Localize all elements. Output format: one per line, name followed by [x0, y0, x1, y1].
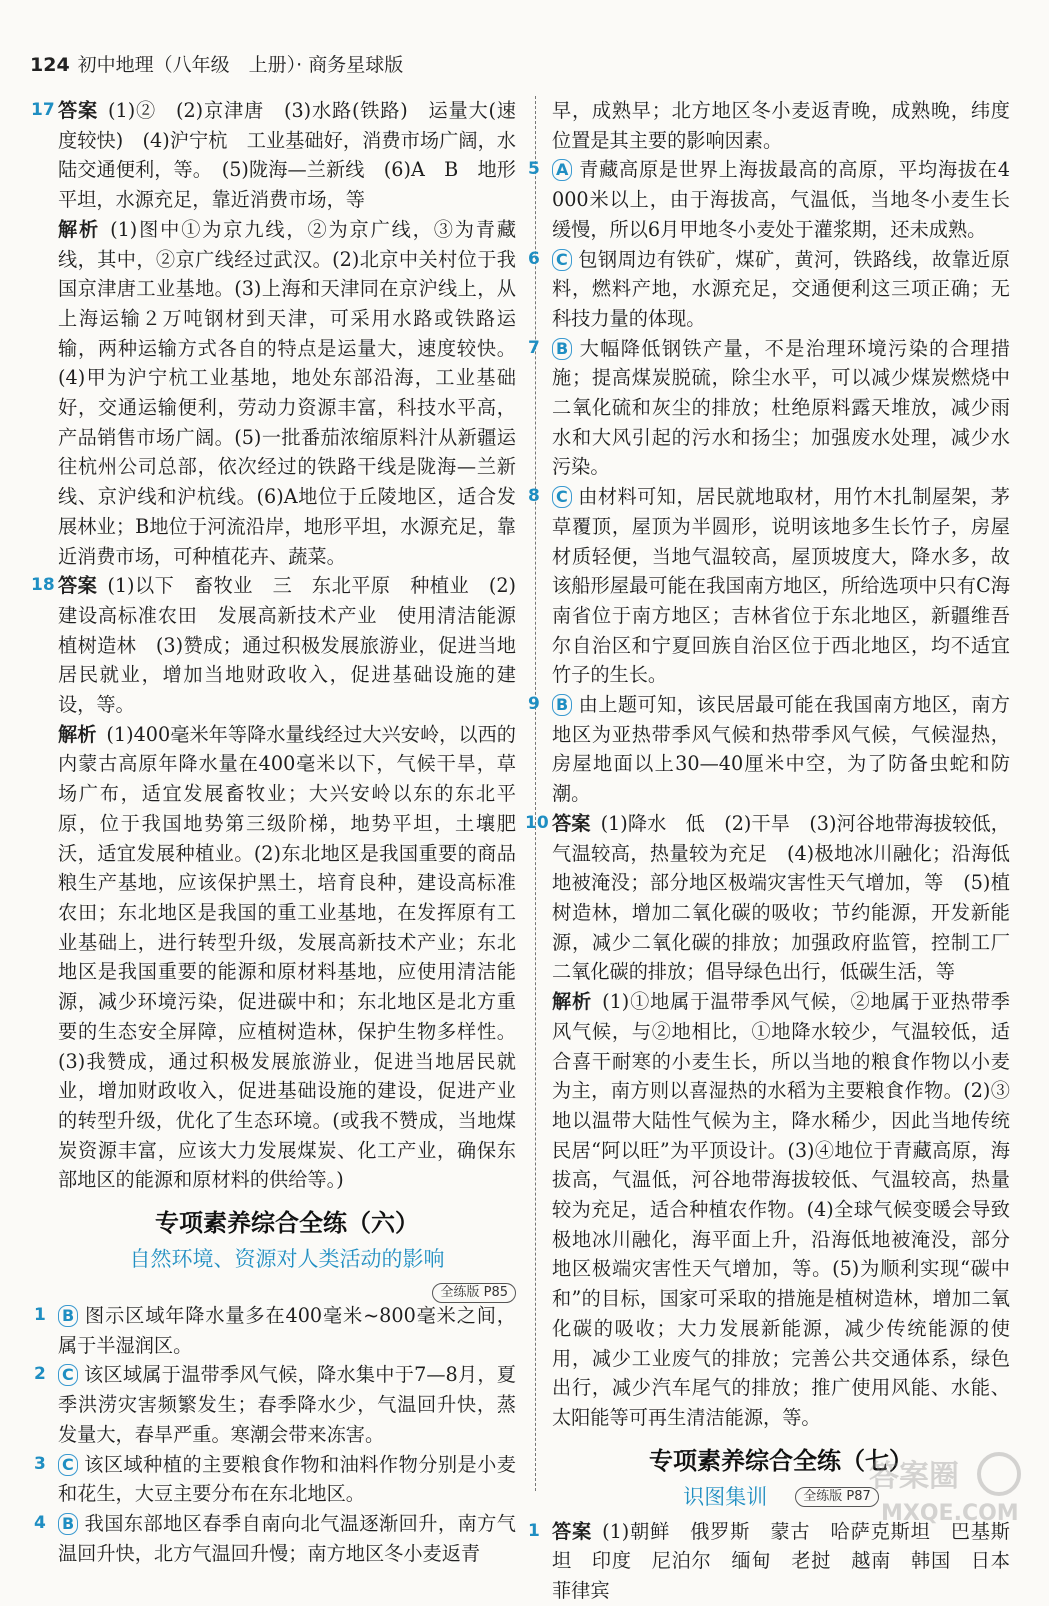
- section-title: 专项素养综合全练（六）: [155, 1209, 419, 1238]
- choice-badge: B: [58, 1513, 78, 1535]
- question-number: 18: [31, 575, 55, 596]
- choice-badge: C: [58, 1364, 78, 1386]
- left-column: [31, 96, 536, 1568]
- watermark-line2: MXQE.COM: [881, 1501, 1019, 1526]
- section-subtitle: 自然环境、资源对人类活动的影响: [129, 1247, 445, 1272]
- page-ref-tag: 全练版 P87: [795, 1487, 879, 1507]
- choice-badge: B: [552, 338, 572, 360]
- section-subtitle: 识图集训: [683, 1484, 768, 1509]
- analysis-block: [552, 987, 1010, 1433]
- s6-question-5: [528, 155, 1010, 244]
- page-number: 124: [30, 54, 70, 76]
- choice-badge: C: [552, 249, 572, 271]
- s6-question-4-continued: [552, 96, 1010, 155]
- s6-question-1: [34, 1301, 516, 1360]
- answer-text: (1)以下 畜牧业 三 东北平原 种植业 (2)建设高标准农田 发展高新技术产业 使用清洁能源 植树造林 (3)赞成；通过积极发展旅游业，促进当地居民就业，增加当地财政收入，促进基础设施的建设，等。: [58, 574, 536, 717]
- question-number: 1: [528, 1520, 540, 1541]
- answer-block: [552, 809, 1010, 987]
- question-text: 图示区域年降水量多在400毫米~800毫米之间，属于半湿润区。: [58, 1304, 516, 1357]
- right-column: [525, 96, 1030, 1606]
- book-title: 初中地理（八年级 上册）· 商务星球版: [77, 54, 404, 76]
- answer-label: 答案: [58, 574, 98, 598]
- question-number: 2: [34, 1364, 46, 1385]
- s6-question-9: [528, 690, 1010, 809]
- answer-block: [58, 571, 536, 720]
- question-number: 9: [528, 694, 540, 715]
- analysis-text: (1)图中①为京九线，②为京广线，③为青藏线，其中，②京广线经过武汉。(2)北京中关村位于我国京津唐工业基地。(3)上海和天津同在京沪线上，从上海运输２万吨钢材到天津，可采用水路或铁路运输，两种运输方式各自的特点是运量大，速度较快。(4)甲为沪宁杭工业基地，地处东部沿海，工业基础好，交通运输便利，劳动力资源丰富，科技水平高，产品销售市场广阔。(5)一批番茄浓缩原料汁从新疆运往杭州公司总部，依次经过的铁路干线是陇海—兰新线、京沪线和沪杭线。(6)A地位于丘陵地区，适合发展林业；B地位于河流沿岸，地形平坦，水源充足，靠近消费市场，可种植花卉、蔬菜。: [58, 217, 517, 568]
- analysis-block: [58, 215, 516, 571]
- answer-block: [58, 96, 516, 215]
- analysis-label: 解析: [58, 722, 97, 746]
- analysis-block: [58, 720, 516, 1195]
- question-number: 6: [528, 248, 540, 269]
- answer-label: 答案: [552, 811, 591, 835]
- s6-question-7: [528, 334, 1010, 483]
- page-header: [30, 50, 403, 77]
- answer-text: (1)② (2)京津唐 (3)水路(铁路) 运量大(速度较快) (4)沪宁杭 工业基础好，消费市场广阔，水陆交通便利，等。 (5)陇海—兰新线 (6)A B 地形平坦，水源充足，靠近消费市场，等: [58, 99, 516, 212]
- choice-badge: C: [552, 486, 572, 508]
- section-title: 专项素养综合全练（七）: [649, 1446, 913, 1475]
- watermark-logo-icon: [861, 1448, 1031, 1528]
- question-text: 早，成熟早；北方地区冬小麦返青晚，成熟晚，纬度位置是其主要的影响因素。: [552, 99, 1010, 152]
- question-text: 由上题可知，该民居最可能在我国南方地区，南方地区为亚热带季风气候和热带季风气候，气候湿热，房屋地面以上30—40厘米中空，为了防备虫蛇和防潮。: [552, 693, 1010, 806]
- question-17: [31, 96, 517, 571]
- s7-question-1: [528, 1517, 1030, 1606]
- answer-label: 答案: [58, 99, 98, 122]
- choice-badge: A: [552, 159, 572, 181]
- watermark: [861, 1448, 1031, 1528]
- s6-question-2: [34, 1360, 516, 1449]
- question-text: 该区域属于温带季风气候，降水集中于7—8月，夏季洪涝灾害频繁发生；春季降水少，气温回升快，蒸发量大，春旱严重。寒潮会带来冻害。: [58, 1363, 516, 1446]
- question-number: 5: [528, 159, 540, 180]
- question-text: 包钢周边有铁矿，煤矿，黄河，铁路线，故靠近原料，燃料产地，水源充足，交通便利这三项正确；无科技力量的体现。: [552, 247, 1010, 330]
- answer-label: 答案: [552, 1519, 593, 1543]
- s6-question-8: [528, 482, 1010, 690]
- question-number: 17: [31, 100, 55, 120]
- analysis-text: (1)①地属于温带季风气候，②地属于亚热带季风气候，与②地相比，①地降水较少，气温较低，适合喜干耐寒的小麦生长，所以当地的粮食作物以小麦为主，南方则以喜湿热的水稻为主要粮食作物。(2)③地以温带大陆性气候为主，降水稀少，因此当地传统民居“阿以旺”为平顶设计。(3)④地位于青藏高原，海拔高，气温低，河谷地带海拔较低、气温较高，热量较为充足，适合种植农作物。(4)全球气候变暖会导致极地冰川融化，海平面上升，沿海低地被淹没，部分地区极端灾害性天气增加，等。(5)为顺利实现“碳中和”的目标，国家可采取的措施是植树造林，增加二氧化碳的吸收；大力发展新能源，减少传统能源的使用，减少工业废气的排放；完善公共交通体系，绿色出行，减少汽车尾气的排放；推广使用风能、水能、太阳能等可再生清洁能源，等。: [552, 990, 1010, 1429]
- analysis-label: 解析: [58, 217, 101, 241]
- question-number: 1: [34, 1305, 46, 1326]
- s6-question-4: [34, 1509, 516, 1568]
- answer-text: (1)朝鲜 俄罗斯 蒙古 哈萨克斯坦 巴基斯坦 印度 尼泊尔 缅甸 老挝 越南 韩国 日本 菲律宾: [552, 1519, 1030, 1603]
- question-number: 10: [525, 812, 549, 833]
- question-number: 8: [528, 486, 540, 507]
- s6-question-3: [34, 1450, 516, 1509]
- question-text: 我国东部地区春季自南向北气温逐渐回升，南方气温回升快，北方气温回升慢；南方地区冬小麦返青: [58, 1511, 516, 1565]
- question-text: 该区域种植的主要粮食作物和油料作物分别是小麦和花生，大豆主要分布在东北地区。: [58, 1452, 516, 1506]
- question-number: 3: [34, 1453, 46, 1474]
- column-divider: [535, 96, 536, 1491]
- choice-badge: B: [58, 1305, 78, 1327]
- question-number: 4: [34, 1512, 46, 1533]
- analysis-label: 解析: [552, 990, 593, 1014]
- choice-badge: C: [58, 1454, 78, 1476]
- question-text: 青藏高原是世界上海拔最高的高原，平均海拔在4 000米以上，由于海拔高，气温低，当地冬小麦生长缓慢，所以6月甲地冬小麦处于灌浆期，还未成熟。: [552, 158, 1010, 241]
- question-number: 7: [528, 337, 540, 358]
- watermark-line1: 答案圈: [869, 1459, 959, 1494]
- page-ref-tag: 全练版 P85: [432, 1283, 516, 1303]
- s6-question-6: [528, 245, 1010, 334]
- tag-row: [58, 1275, 516, 1301]
- s6-question-10: [525, 809, 1010, 1433]
- analysis-text: (1)400毫米年等降水量线经过大兴安岭，以西的内蒙古高原年降水量在400毫米以下，气候干旱，草场广布，适宜发展畜牧业；大兴安岭以东的东北平原，位于我国地势第三级阶梯，地势平坦，土壤肥沃，适宜发展种植业。(2)东北地区是我国重要的商品粮生产基地，应该保护黑土，培育良种，建设高标准农田；东北地区是我国的重工业基地，在发挥原有工业基础上，进行转型升级，发展高新技术产业；东北地区是我国重要的能源和原材料基地，应使用清洁能源，减少环境污染，促进碳中和；东北地区是北方重要的生态安全屏障，应植树造林，保护生物多样性。(3)我赞成，通过积极发展旅游业，促进当地居民就业，增加财政收入，促进基础设施的建设，促进产业的转型升级，优化了生态环境。(或我不赞成，当地煤炭资源丰富，应该大力发展煤炭、化工产业，确保东部地区的能源和原材料的供给等。): [58, 722, 516, 1192]
- answer-text: (1)降水 低 (2)干旱 (3)河谷地带海拔较低，气温较高，热量较为充足 (4)极地冰川融化；沿海低地被淹没；部分地区极端灾害性天气增加，等 (5)植树造林，增加二氧化碳的吸收；节约能源，开发新能源，减少二氧化碳的排放；加强政府监管，控制工厂二氧化碳的排放；倡导绿色出行，低碳生活，等: [552, 811, 1010, 984]
- question-text: 大幅降低钢铁产量，不是治理环境污染的合理措施；提高煤炭脱硫，除尘水平，可以减少煤炭燃烧中二氧化硫和灰尘的排放；杜绝原料露天堆放，减少雨水和大风引起的污水和扬尘；加强废水处理，减少水污染。: [552, 336, 1010, 479]
- choice-badge: B: [552, 694, 572, 716]
- question-18: [31, 571, 536, 1195]
- question-text: 由材料可知，居民就地取材，用竹木扎制屋架，茅草覆顶，屋顶为半圆形，说明该地多生长竹子，房屋材质轻便，当地气温较高，屋顶坡度大，降水多，故该船形屋最可能在我国南方地区，所给选项中只有C海南省位于南方地区；吉林省位于东北地区，新疆维吾尔自治区和宁夏回族自治区位于西北地区，均不适宜竹子的生长。: [552, 485, 1010, 687]
